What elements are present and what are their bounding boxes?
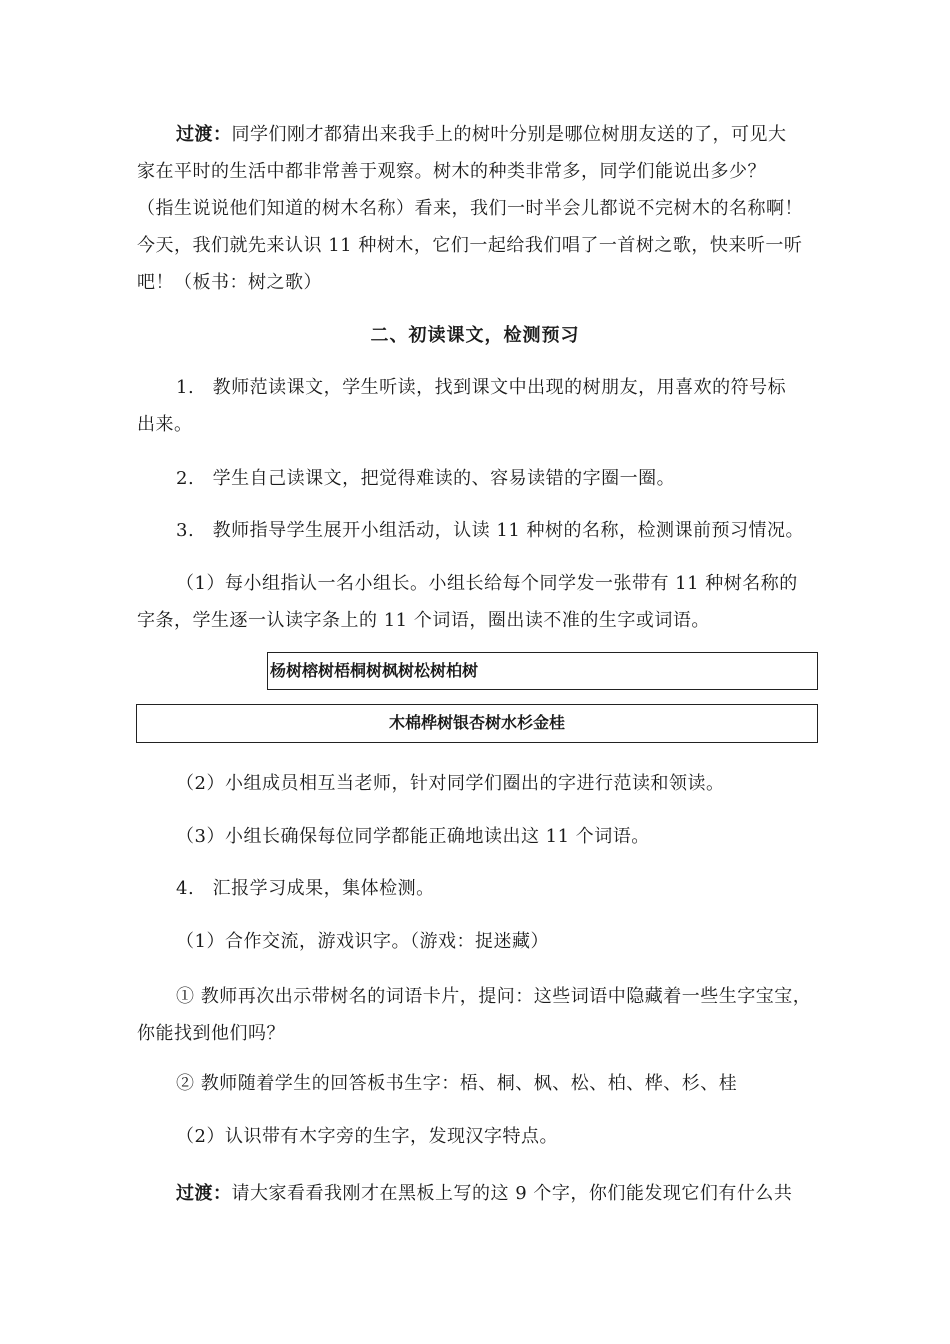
transition-2 bbox=[176, 1181, 792, 1207]
transition-2-label: 过渡： bbox=[176, 1183, 232, 1204]
transition-line-4: 今天，我们就先来认识 11 种树木，它们一起给我们唱了一首树之歌，快来听一听 bbox=[137, 235, 803, 256]
transition-text: 同学们刚才都猜出来我手上的树叶分别是哪位树朋友送的了，可见大 bbox=[231, 124, 787, 145]
circled-item-1-line-1: ① 教师再次出示带树名的词语卡片，提问：这些词语中隐藏着一些生字宝宝， bbox=[176, 986, 812, 1007]
item-2: 2. 学生自己读课文，把觉得难读的、容易读错的字圈一圈。 bbox=[176, 468, 676, 489]
item-1-line-2: 出来。 bbox=[137, 414, 193, 435]
item-4: 4. 汇报学习成果，集体检测。 bbox=[176, 878, 435, 899]
transition-line-5: 吧！（板书：树之歌） bbox=[137, 272, 322, 293]
section-heading: 二、初读课文，检测预习 bbox=[370, 325, 580, 346]
transition-line-3: （指生说说他们知道的树木名称）看来，我们一时半会儿都说不完树木的名称啊！ bbox=[137, 198, 803, 219]
sub-item-4-2: （2）认识带有木字旁的生字，发现汉字特点。 bbox=[176, 1126, 558, 1147]
sub-item-3: （3）小组长确保每位同学都能正确地读出这 11 个词语。 bbox=[176, 826, 650, 847]
tree-names-box-2: 木棉桦树银杏树水杉金桂 bbox=[136, 704, 818, 743]
tree-names-box-1: 杨树榕树梧桐树枫树松树柏树 bbox=[267, 652, 818, 690]
sub-item-1-line-1: （1）每小组指认一名小组长。小组长给每个同学发一张带有 11 种树名称的 bbox=[176, 573, 798, 594]
transition-label: 过渡： bbox=[176, 124, 232, 145]
circled-item-1-line-2: 你能找到他们吗？ bbox=[137, 1023, 285, 1044]
sub-item-1-line-2: 字条，学生逐一认读字条上的 11 个词语，圈出读不准的生字或词语。 bbox=[137, 610, 710, 631]
sub-item-2: （2）小组成员相互当老师，针对同学们圈出的字进行范读和领读。 bbox=[176, 773, 725, 794]
transition-line-2: 家在平时的生活中都非常善于观察。树木的种类非常多，同学们能说出多少？ bbox=[137, 161, 766, 182]
transition-line-1 bbox=[176, 122, 787, 148]
item-1-line-1: 1. 教师范读课文，学生听读，找到课文中出现的树朋友，用喜欢的符号标 bbox=[176, 377, 787, 398]
transition-2-text: 请大家看看我刚才在黑板上写的这 9 个字，你们能发现它们有什么共 bbox=[231, 1183, 793, 1204]
sub-item-4-1: （1）合作交流，游戏识字。（游戏：捉迷藏） bbox=[176, 931, 549, 952]
circled-item-2: ② 教师随着学生的回答板书生字：梧、桐、枫、松、柏、桦、杉、桂 bbox=[176, 1073, 738, 1094]
item-3: 3. 教师指导学生展开小组活动，认读 11 种树的名称，检测课前预习情况。 bbox=[176, 520, 805, 541]
